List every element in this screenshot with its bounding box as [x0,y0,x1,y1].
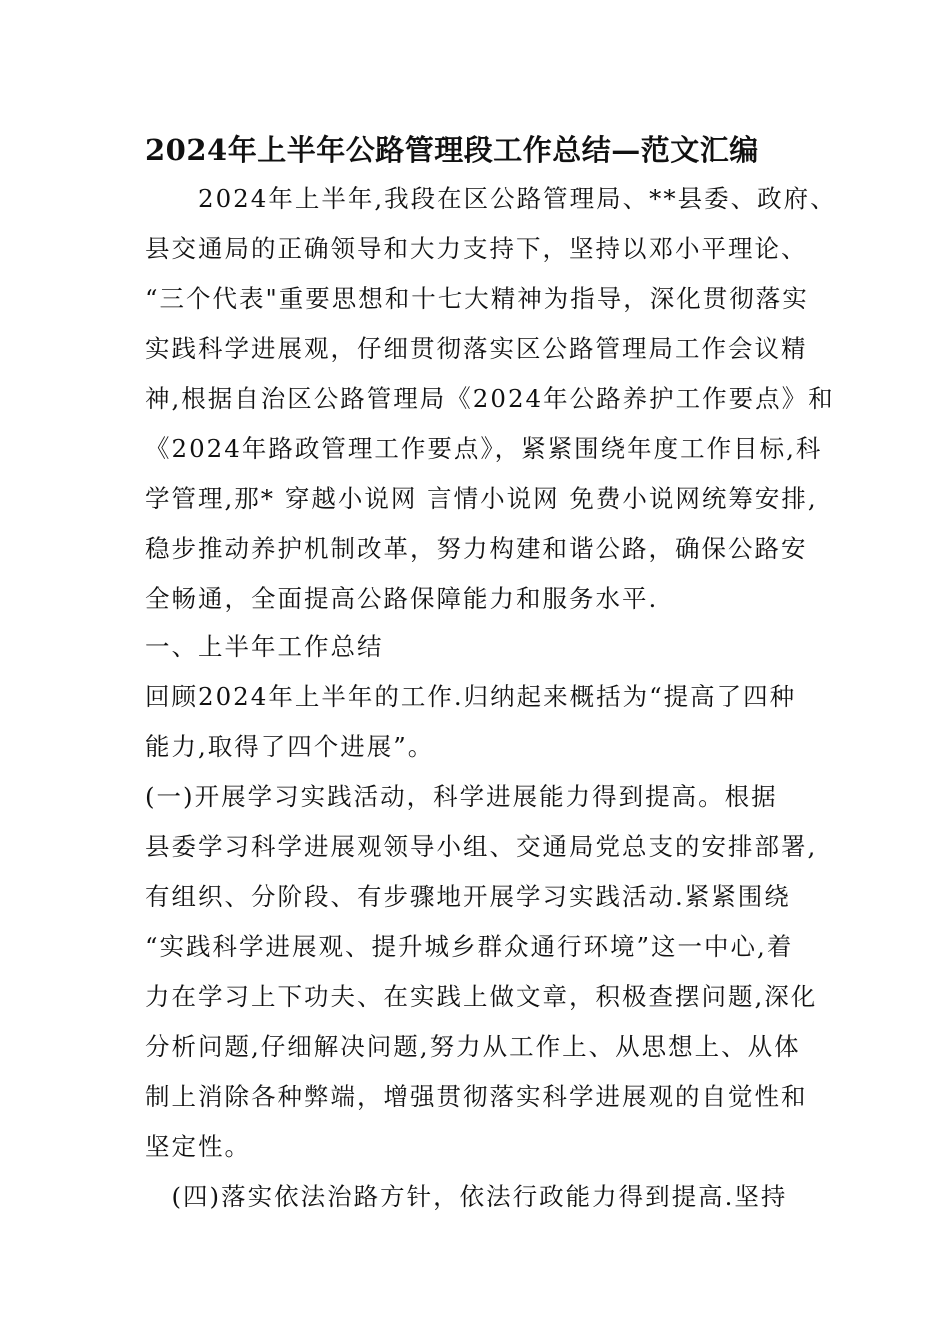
body-line: “实践科学进展观、提升城乡群众通行环境”这一中心,着 [145,932,794,961]
body-line: 《2024年路政管理工作要点》，紧紧围绕年度工作目标,科 [145,434,823,463]
body-line: 县委学习科学进展观领导小组、交通局党总支的安排部署, [145,832,818,861]
section-heading: 一、上半年工作总结 [145,632,384,661]
body-line: 有组织、分阶段、有步骤地开展学习实践活动.紧紧围绕 [145,882,791,911]
body-line: 制上消除各种弊端，增强贯彻落实科学进展观的自觉性和 [145,1082,808,1111]
document-title: 2024年上半年公路管理段工作总结—范文汇编 [145,133,759,167]
body-line: 学管理,那* 穿越小说网 言情小说网 免费小说网统筹安排, [145,484,818,513]
body-line: 坚定性。 [145,1132,251,1161]
body-line: 全畅通，全面提高公路保障能力和服务水平. [145,584,659,613]
body-line: 能力,取得了四个进展”。 [145,732,435,761]
body-line: 回顾2024年上半年的工作.归纳起来概括为“提高了四种 [145,682,797,711]
subsection-line: (一)开展学习实践活动，科学进展能力得到提高。根据 [145,782,778,811]
body-line: 稳步推动养护机制改革，努力构建和谐公路，确保公路安 [145,534,808,563]
body-line: 神,根据自治区公路管理局《2024年公路养护工作要点》和 [145,384,835,413]
body-line: 力在学习上下功夫、在实践上做文章，积极查摆问题,深化 [145,982,818,1011]
body-line: 县交通局的正确领导和大力支持下，坚持以邓小平理论、 [145,234,808,263]
subsection-line: (四)落实依法治路方针，依法行政能力得到提高.坚持 [145,1182,788,1211]
body-line: 实践科学进展观，仔细贯彻落实区公路管理局工作会议精 [145,334,808,363]
body-line: 分析问题,仔细解决问题,努力从工作上、从思想上、从体 [145,1032,801,1061]
body-line: 2024年上半年,我段在区公路管理局、**县委、政府、 [145,184,837,213]
body-line: “三个代表"重要思想和十七大精神为指导，深化贯彻落实 [145,284,809,313]
